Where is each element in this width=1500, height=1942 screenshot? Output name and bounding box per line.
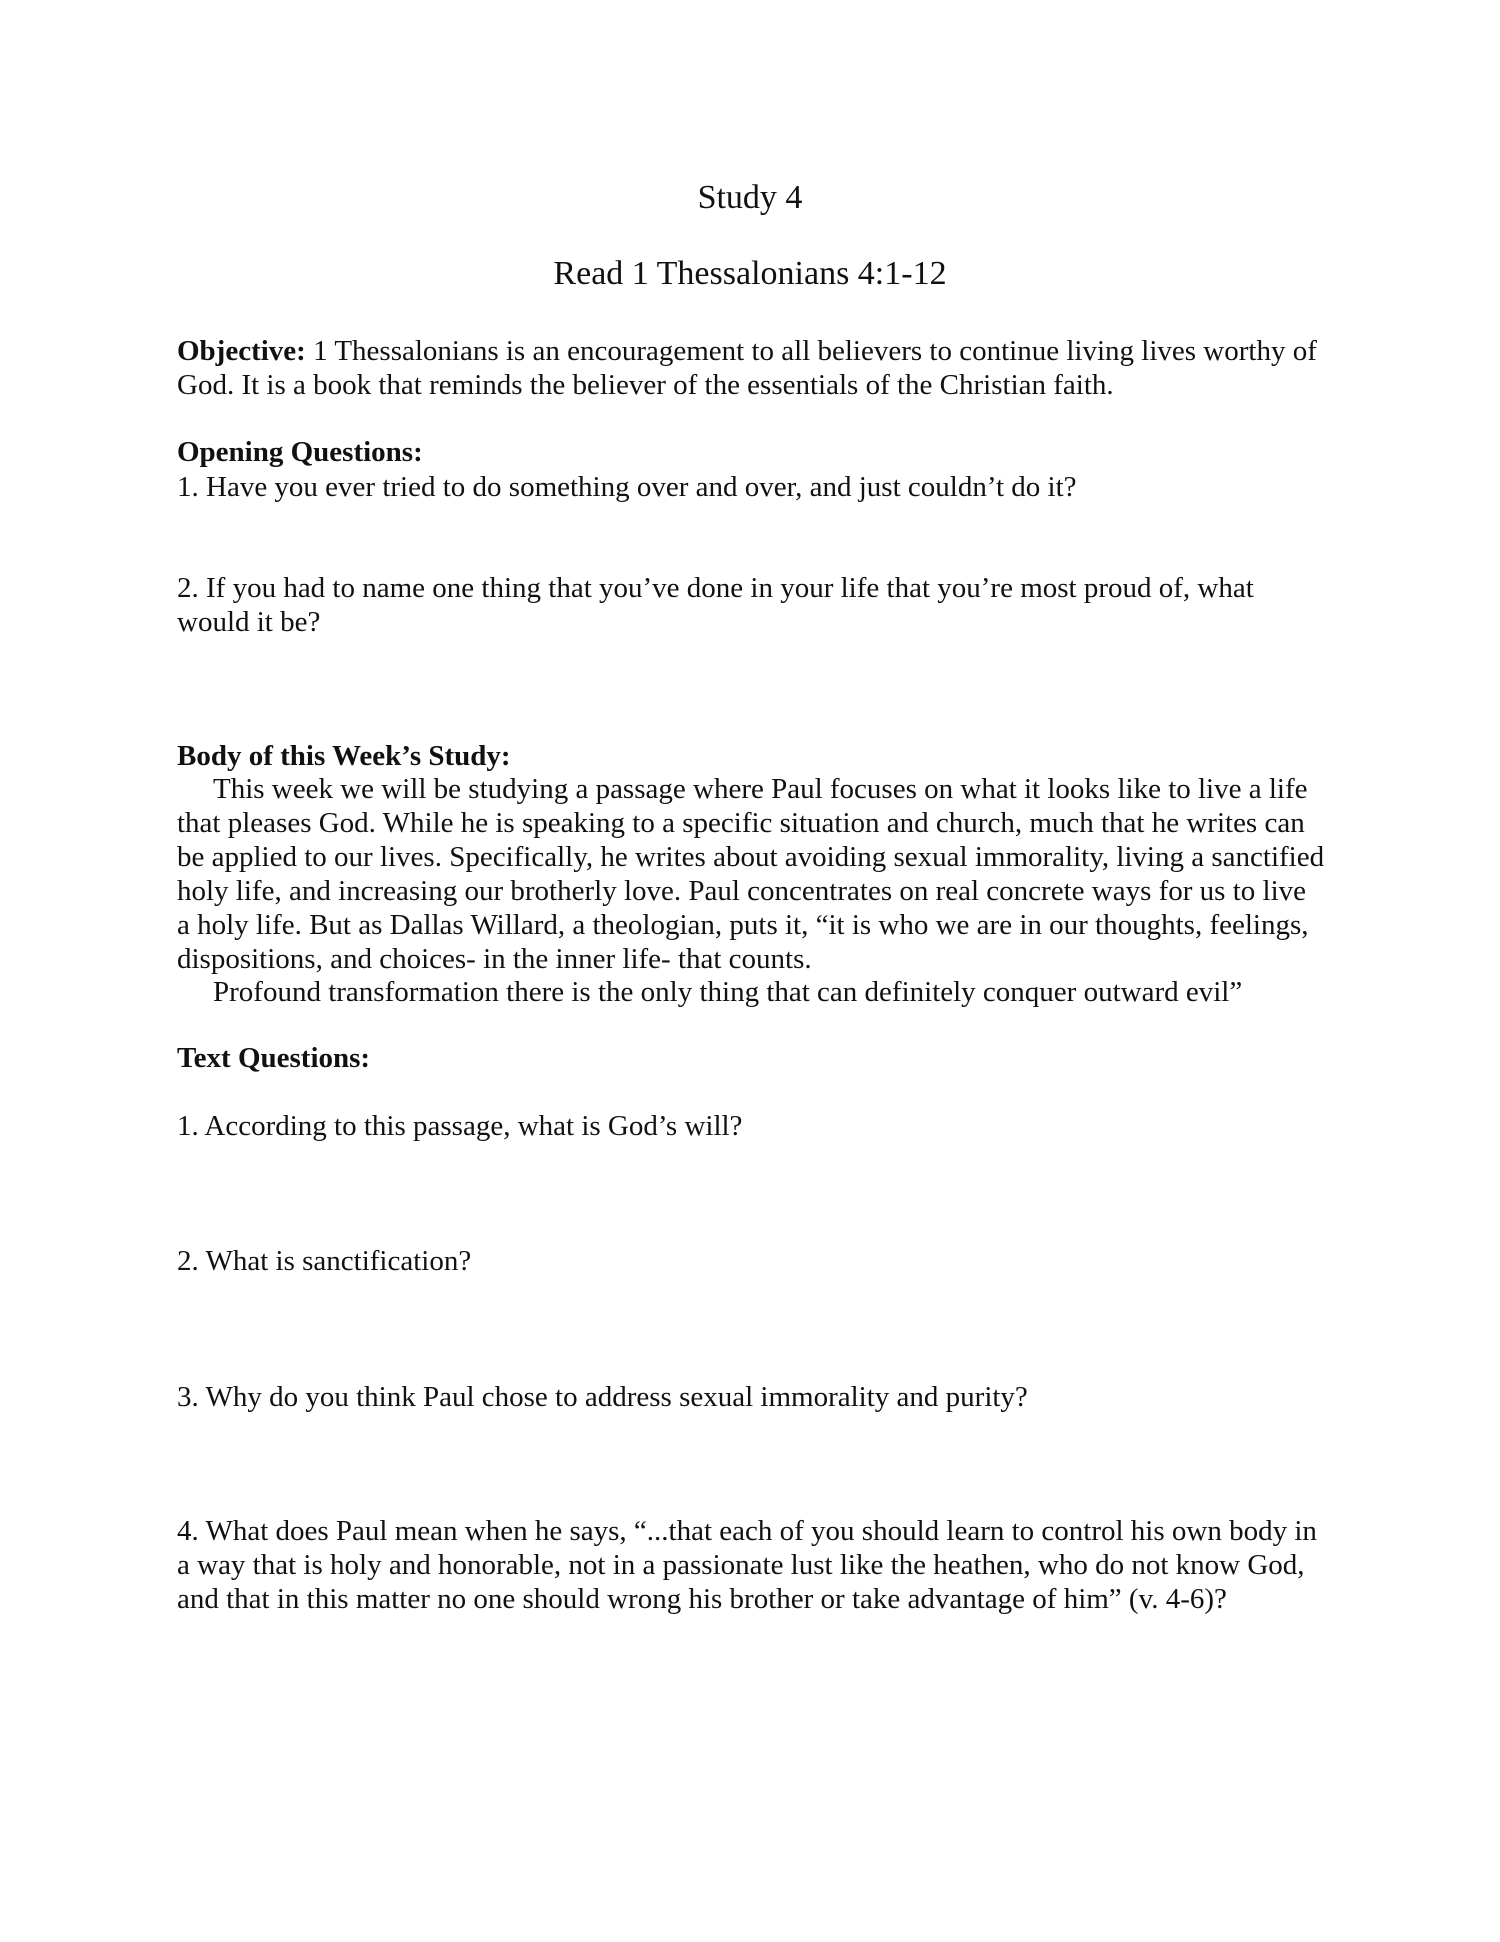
- opening-questions-heading: Opening Questions:: [177, 436, 423, 468]
- text-question-4: 4. What does Paul mean when he says, “...that each of you should learn to control his own body in a way that is holy and honorable, not in a passionate lust like the heathen, who do not know God, and that in this matter no one should wrong his brother or take advantage of him” (v. 4-6)?: [177, 1515, 1317, 1615]
- page-title: Study 4: [697, 179, 803, 216]
- body-paragraph-1: This week we will be studying a passage where Paul focuses on what it looks like to live a life that pleases God. While he is speaking to a specific situation and church, much that he writes can be applied to our lives. Specifically, he writes about avoiding sexual immorality, living a sanctified holy life, and increasing our brotherly love. Paul concentrates on real concrete ways for us to live a holy life. But as Dallas Willard, a theologian, puts it, “it is who we are in our thoughts, feelings, dispositions, and choices- in the inner life- that counts.: [177, 773, 1325, 975]
- text-question-1: 1. According to this passage, what is God’s will?: [177, 1110, 743, 1142]
- objective-paragraph: [177, 334, 1325, 402]
- objective-text: 1 Thessalonians is an encouragement to all believers to continue living lives worthy of God. It is a book that reminds the believer of the essentials of the Christian faith.: [177, 335, 1317, 401]
- body-paragraph-2: Profound transformation there is the only thing that can definitely conquer outward evil”: [213, 976, 1243, 1008]
- body-heading: Body of this Week’s Study:: [177, 740, 511, 772]
- page-subtitle: Read 1 Thessalonians 4:1-12: [553, 255, 947, 292]
- objective-label: Objective:: [177, 335, 306, 367]
- text-questions-heading: Text Questions:: [177, 1042, 371, 1074]
- opening-question-2: 2. If you had to name one thing that you’ve done in your life that you’re most proud of, what would it be?: [177, 572, 1254, 638]
- text-question-2: 2. What is sanctification?: [177, 1245, 472, 1277]
- text-question-3: 3. Why do you think Paul chose to address sexual immorality and purity?: [177, 1381, 1028, 1413]
- opening-question-1: 1. Have you ever tried to do something over and over, and just couldn’t do it?: [177, 471, 1077, 503]
